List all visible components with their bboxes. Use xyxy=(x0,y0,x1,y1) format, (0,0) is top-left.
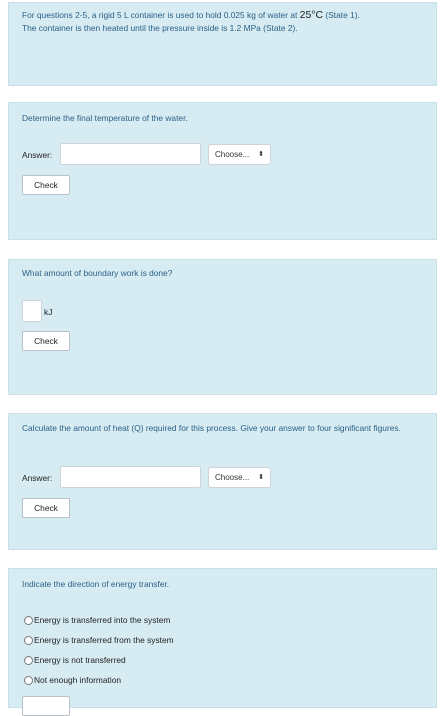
select-value: Choose... xyxy=(215,150,250,159)
question-panel-heat-required xyxy=(8,413,437,550)
radio-option-label: Energy is transferred into the system xyxy=(34,615,171,625)
radio-option-label: Not enough information xyxy=(34,675,122,685)
radio-button[interactable] xyxy=(24,656,33,665)
radio-option-label: Energy is not transferred xyxy=(34,655,126,665)
radio-option-into-system[interactable] xyxy=(24,614,170,626)
question-text: Determine the final temperature of the water. xyxy=(22,113,188,123)
answer-input[interactable] xyxy=(60,466,201,488)
answer-label: Answer: xyxy=(22,473,53,483)
radio-button[interactable] xyxy=(24,676,33,685)
check-button[interactable]: Check xyxy=(22,498,70,518)
radio-button[interactable] xyxy=(24,636,33,645)
answer-label: Answer: xyxy=(22,150,53,160)
radio-option-label: Energy is transferred from the system xyxy=(34,635,174,645)
question-text: Calculate the amount of heat (Q) required for this process. Give your answer to four significant figures. xyxy=(22,423,401,433)
check-button[interactable]: Check xyxy=(22,331,70,351)
question-text: Indicate the direction of energy transfer. xyxy=(22,579,170,589)
unit-label: kJ xyxy=(44,307,53,317)
updown-chevron-icon: ⬍ xyxy=(258,151,264,158)
intro-panel xyxy=(8,2,437,86)
check-button[interactable]: Check xyxy=(22,175,70,195)
question-panel-energy-direction xyxy=(8,568,437,708)
radio-option-from-system[interactable] xyxy=(24,634,174,646)
intro-line1-before: For questions 2-5, a rigid 5 L container is used to hold 0.025 kg of water at xyxy=(22,10,300,20)
answer-input[interactable] xyxy=(60,143,201,165)
question-panel-boundary-work xyxy=(8,259,437,395)
answer-input[interactable] xyxy=(22,300,42,322)
radio-option-not-transferred[interactable] xyxy=(24,654,126,666)
radio-button[interactable] xyxy=(24,616,33,625)
intro-text xyxy=(22,9,427,34)
updown-chevron-icon: ⬍ xyxy=(258,474,264,481)
unit-select[interactable] xyxy=(208,467,271,488)
intro-line2: The container is then heated until the pressure inside is 1.2 MPa (State 2). xyxy=(22,22,298,33)
radio-option-not-enough-info[interactable] xyxy=(24,674,121,686)
unit-select[interactable] xyxy=(208,144,271,165)
select-value: Choose... xyxy=(215,473,250,482)
question-panel-final-temperature xyxy=(8,102,437,240)
question-text: What amount of boundary work is done? xyxy=(22,268,173,278)
intro-line1-after: (State 1). xyxy=(323,10,360,20)
intro-temperature: 25°C xyxy=(299,9,324,21)
check-button-partial[interactable] xyxy=(22,696,70,716)
